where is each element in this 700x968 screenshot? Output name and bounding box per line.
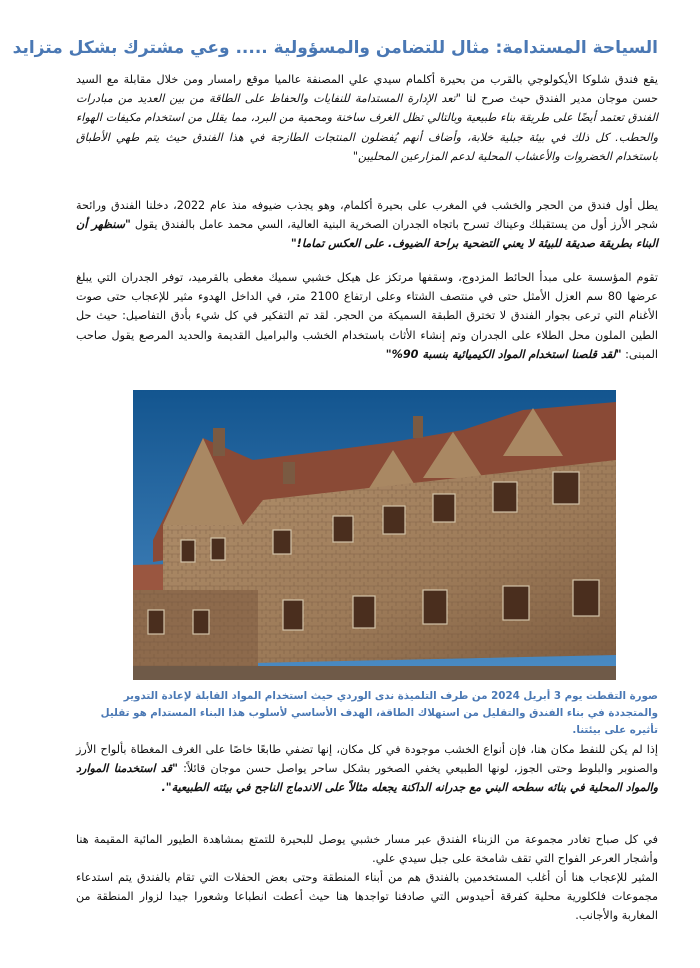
- paragraph-local-staff: المثير للإعجاب هنا أن أغلب المستخدمين بالفندق هم من أبناء المنطقة وحتى بعض الحفلات التي تقام بالفندق يتم استدعاء مجموعات فلكلورية محلية كفرقة أحيدوس التي صادفنا تواجدها هنا حيث أعطت انطباعا وشعورا جيدا لزوار المنطقة من المغاربة والأجانب.: [76, 871, 658, 923]
- director-quote-2: "قد استخدمنا الموارد والمواد المحلية في بنائه سطحه البني مع جدرانه الداكنة يجعله مثالاً على الاندماج الناجح في بيئته الطبيعية".: [76, 762, 658, 795]
- director-quote: "تعد الإدارة المستدامة للنفايات والحفاظ على الطاقة من بين العديد من مبادرات الفندق تعتمد أيضًا على طريقة بناء طبيعية وبالتالي تظل الغرف ساخنة ومحمية من البرد، مما يقلل من استخدام مكيفات الهواء والحطب. كل ذلك في بيئة جبلية خلابة، وأضاف أنهم يُفضلون المنتجات الطازجة في هذا الفندق حيث يتم طهي الأطباق باستخدام الخضروات والأعشاب المحلية لدعم المزارعين المحليين": [76, 92, 658, 163]
- owner-quote: "لقد قلصنا استخدام المواد الكيميائية بنسبة 90%": [385, 347, 622, 361]
- article-title: السياحة المستدامة: مثال للتضامن والمسؤولية ..... وعي مشترك بشكل متزايد: [12, 38, 658, 58]
- paragraph-woods: [76, 740, 658, 798]
- paragraph-hotel-text: يطل أول فندق من الحجر والخشب في المغرب على بحيرة أكلمام، وهو يجذب ضيوفه منذ عام 2022، دخلنا الفندق ورائحة شجر الأرز أول من يستقبلك وعيناك تسرح باتجاه الجدران الصخرية البنية العالية، السي محمد عامل بالفندق يقول: [76, 199, 658, 232]
- paragraph-hotel-description: [76, 196, 658, 254]
- paragraph-woods-text: إذا لم يكن للنفط مكان هنا، فإن أنواع الخشب موجودة في كل مكان، إنها تضفي طابعًا خاصًا على الغرف المغطاة بألواح الأرز والصنوبر والبلوط وحتى الجوز، لونها الطبيعي يخفي الصخور بشكل ساحر يواصل حسن موجان قائلاً:: [76, 743, 659, 776]
- paragraph-intro-text: يقع فندق شلوكا الأيكولوجي بالقرب من بحيرة أكلمام سيدي علي المصنفة عالميا موقع رامسار ومن خلال مقابلة مع السيد حسن موجان مدير الفندق حيث صرح لنا: [76, 73, 658, 106]
- paragraph-construction: [76, 268, 658, 364]
- paragraph-morning-walk: في كل صباح تغادر مجموعة من الزبناء الفندق عبر مسار خشبي يوصل للبحيرة للتمتع بمشاهدة الطيور المائية المقيمة هنا وأشجار العرعر الفواح التي تقف شامخة على جبل سيدي علي.: [76, 833, 658, 866]
- photo-caption: صورة التقطت يوم 3 أبريل 2024 من طرف التلميذة ندى الوردي حيث استخدام المواد القابلة لإعادة التدوير والمتجددة في بناء الفندق والتقليل من استهلاك الطاقة، الهدف الأساسي لأسلوب هذا البناء المستدام هو تقليل تأثيره على بيئتنا.: [100, 690, 658, 736]
- paragraph-construction-text: تقوم المؤسسة على مبدأ الحائط المزدوج، وسقفها مرتكز عل هيكل خشبي سميك مغطى بالقرميد، توفر الجدران التي يبلغ عرضها 80 سم العزل الأمثل حتى في منتصف الشتاء وعلى ارتفاع 2100 متر، في الداخل الهدوء مثير للإعجاب حتى صوت الأغنام التي ترعى بجوار الفندق لا تخترق الطبقة السميكة من الحجر. لقد تم التفكير في كل شيء بأدق التفاصيل: حيث حل الطين الملون محل الطلاء على الجدران وتم إنشاء الأثاث باستخدام الخشب والبراميل القديمة والحديد المرصع يقول صاحب المبنى:: [76, 271, 658, 361]
- paragraph-intro: [76, 70, 658, 166]
- employee-quote: "سنظهر أن البناء بطريقة صديقة للبيئة لا يعني التضحية براحة الضيوف. على العكس تماما!": [76, 218, 658, 251]
- hotel-photo: [133, 390, 616, 680]
